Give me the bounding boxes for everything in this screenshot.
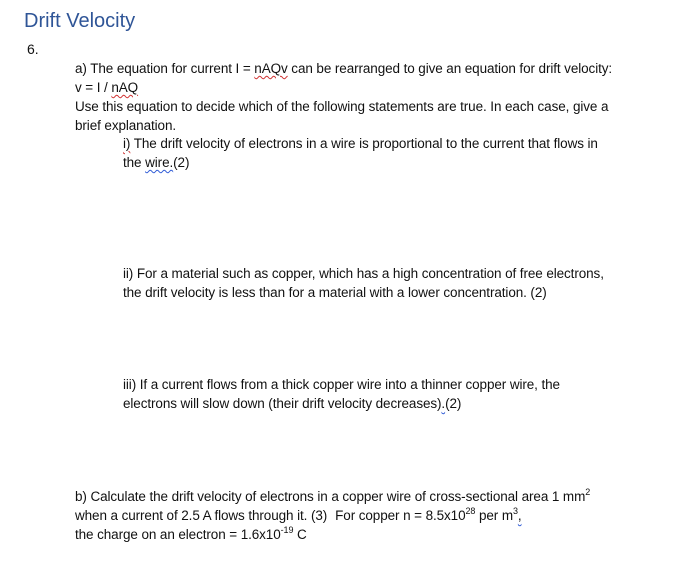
part-a-intro: [75, 59, 612, 135]
part-a-line-2: v = I / nAQ: [75, 80, 139, 95]
statement-ii: [123, 264, 604, 302]
statement-iii-line-1: iii) If a current flows from a thick copper wire into a thinner copper wire, the: [123, 377, 560, 392]
grammar-mark-comma: ,: [517, 508, 522, 523]
part-a-line-1: a) The equation for current I = nAQv can be rearranged to give an equation for drift velocity:: [75, 61, 613, 76]
part-a-line-4: brief explanation.: [75, 118, 177, 133]
statement-ii-line-1: ii) For a material such as copper, which has a high concentration of free electrons,: [123, 266, 604, 281]
statement-iii: [123, 375, 560, 413]
statement-i-line-2: the wire.(2): [123, 155, 190, 170]
spellcheck-word-nAQv: nAQv: [254, 61, 288, 76]
part-b: [75, 487, 590, 544]
grammar-mark-period: .: [441, 396, 446, 411]
spellcheck-word-i: i): [123, 136, 131, 151]
part-b-line-3: the charge on an electron = $1.6x10^{-19}$ C: [75, 525, 307, 542]
statement-iii-line-2: electrons will slow down (their drift velocity decreases).(2): [123, 396, 462, 411]
question-number: 6.: [27, 41, 39, 57]
part-b-line-2: when a current of 2.5 A flows through it. (3) For copper $n = 8.5x10^{28}$ per $m^3$,: [75, 506, 522, 523]
statement-i-line-1: i) The drift velocity of electrons in a wire is proportional to the current that flows in: [123, 136, 598, 151]
part-b-line-1: b) Calculate the drift velocity of electrons in a copper wire of cross-sectional area 1 $mm^2$: [75, 487, 591, 504]
spellcheck-word-nAQ: nAQ: [111, 80, 139, 95]
statement-ii-line-2: the drift velocity is less than for a material with a lower concentration. (2): [123, 285, 547, 300]
grammar-mark-wire: wire.: [145, 155, 174, 170]
statement-i: [123, 134, 598, 172]
part-a-line-3: Use this equation to decide which of the following statements are true. In each case, give a: [75, 99, 609, 114]
page-title: Drift Velocity: [24, 10, 136, 32]
